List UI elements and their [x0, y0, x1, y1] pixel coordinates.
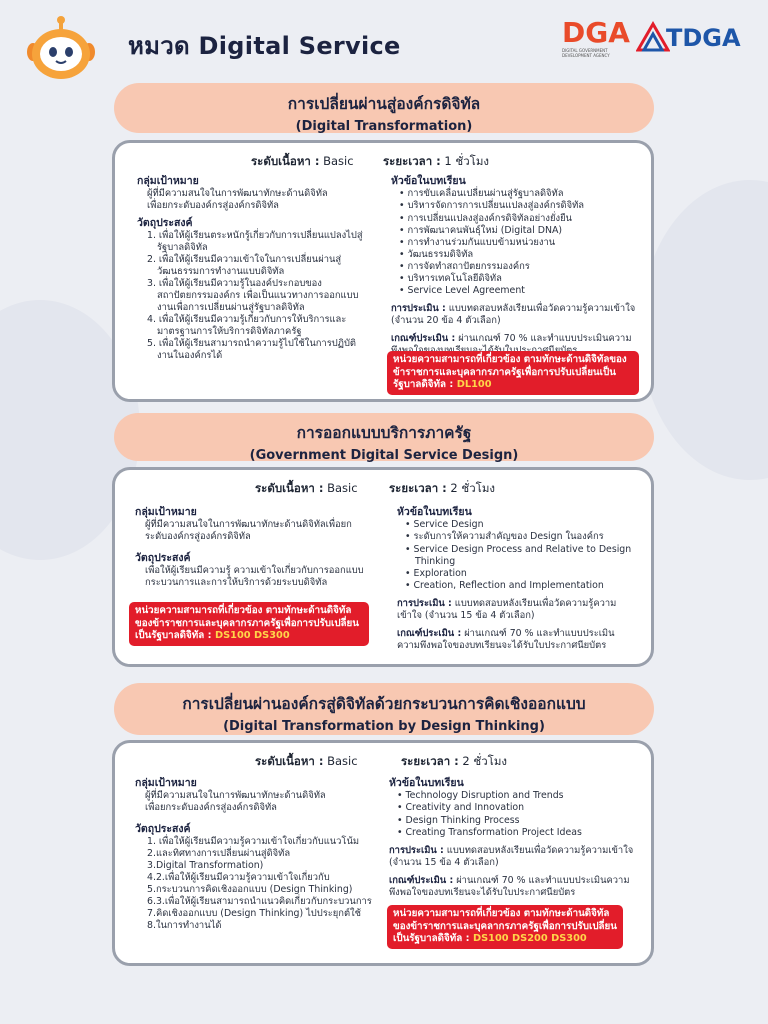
dga-logo-text: DGA: [562, 16, 630, 49]
course-1-card: [112, 140, 654, 402]
course-2-topic: • Service Design Process and Relative to Design Thinking: [397, 544, 637, 568]
course-1-target-line: ผู้ที่มีความสนใจในการพัฒนาทักษะด้านดิจิทัล: [147, 188, 328, 200]
course-3-objective: 1. เพื่อให้ผู้เรียนมีความรู้ความเข้าใจเกี่ยวกับแนวโน้ม: [147, 835, 360, 847]
course-1-criteria: เกณฑ์ประเมิน : ผ่านเกณฑ์ 70 % และทำแบบประเมินความ: [391, 332, 632, 344]
course-1-topic: • วัฒนธรรมดิจิทัล: [391, 249, 637, 261]
course-1-objective: 2. เพื่อให้ผู้เรียนมีความเข้าใจในการเปลี่ยนผ่านสู่วัฒนธรรมการทำงานแบบดิจิทัล: [147, 254, 342, 278]
course-3-objective: 8.ในการทำงานได้: [147, 920, 222, 932]
course-2-level: ระดับเนื้อหา : Basic: [255, 481, 358, 495]
background-blob-right: [640, 180, 768, 480]
course-3-topic: • Creating Transformation Project Ideas: [389, 827, 639, 839]
course-1-objective-heading: วัตถุประสงค์: [137, 216, 193, 229]
course-1-topic: • การขับเคลื่อนเปลี่ยนผ่านสู่รัฐบาลดิจิทัล: [391, 188, 637, 200]
course-1-title-en: (Digital Transformation): [295, 119, 473, 134]
course-1-target-line: เพื่อยกระดับองค์กรสู่องค์กรดิจิทัล: [147, 200, 279, 212]
dga-logo: [562, 18, 636, 64]
course-1-level: ระดับเนื้อหา : Basic: [251, 154, 354, 168]
course-2-topic: • Creation, Reflection and Implementation: [397, 580, 637, 592]
course-3-objective: 3.Digital Transformation): [147, 860, 264, 871]
course-3-competency-badge: หน่วยความสามารถที่เกี่ยวข้อง ตามทักษะด้านดิจิทัลของข้าราชการและบุคลากรภาครัฐเพื่อการปรับเปลี่ยนเป็นรัฐบาลดิจิทัล : DS100 DS200 DS300: [387, 905, 623, 949]
course-3-objective: 4.2.เพื่อให้ผู้เรียนมีความรู้ความเข้าใจเกี่ยวกับ: [147, 872, 330, 884]
course-3-objective: 7.คิดเชิงออกแบบ (Design Thinking) ไปประยุกต์ใช้: [147, 908, 361, 920]
tdga-logo: [636, 18, 748, 64]
course-3-level: ระดับเนื้อหา : Basic: [255, 754, 358, 768]
course-1-topic: • การพัฒนาคนพันธุ์ใหม่ (Digital DNA): [391, 225, 637, 237]
course-3-title-th: การเปลี่ยนผ่านองค์กรสู่ดิจิทัลด้วยกระบวนการคิดเชิงออกแบบ: [182, 695, 586, 713]
course-3-criteria: เกณฑ์ประเมิน : ผ่านเกณฑ์ 70 % และทำแบบประเมินความพึงพอใจของบทเรียนจะได้รับใบประกาศนียบัตร: [389, 874, 630, 898]
course-2-title-th: การออกแบบบริการภาครัฐ: [296, 424, 472, 442]
course-2-topics-heading: หัวข้อในบทเรียน: [397, 506, 472, 518]
course-2-assessment: การประเมิน : แบบทดสอบหลังเรียนเพื่อวัดความรู้ความเข้าใจ (จำนวน 15 ข้อ 4 ตัวเลือก): [397, 597, 617, 621]
tdga-logo-text: TDGA: [666, 24, 741, 52]
course-3-topics-heading: หัวข้อในบทเรียน: [389, 777, 464, 789]
course-1-assessment: การประเมิน : แบบทดสอบหลังเรียนเพื่อวัดความรู้ความเข้าใจ (จำนวน 20 ข้อ 4 ตัวเลือก): [391, 302, 636, 326]
course-2-target-line: ผู้ที่มีความสนใจในการพัฒนาทักษะด้านดิจิทัลเพื่อยกระดับองค์กรสู่องค์กรดิจิทัล: [145, 519, 352, 543]
page-title: หมวด Digital Service: [128, 32, 401, 60]
course-3-left-column: [135, 777, 375, 932]
course-3-target-line: ผู้ที่มีความสนใจในการพัฒนาทักษะด้านดิจิทัล: [145, 790, 326, 802]
header: [0, 0, 768, 80]
course-2-card: [112, 467, 654, 667]
course-1-objective: 5. เพื่อให้ผู้เรียนสามารถนำความรู้ไปใช้ในการปฏิบัติงานในองค์กรได้: [147, 338, 357, 362]
course-2-left-column: [135, 506, 369, 589]
course-2-competency-badge: หน่วยความสามารถที่เกี่ยวข้อง ตามทักษะด้านดิจิทัลของข้าราชการและบุคลากรภาครัฐเพื่อการปรับเปลี่ยนเป็นรัฐบาลดิจิทัล : DS100 DS300: [129, 602, 369, 646]
course-1-topic: • บริหารจัดการการเปลี่ยนแปลงสู่องค์กรดิจิทัล: [391, 200, 637, 212]
course-1-topic: • Service Level Agreement: [391, 285, 637, 297]
course-1-topics-heading: หัวข้อในบทเรียน: [391, 175, 466, 187]
course-1-left-column: [137, 175, 369, 362]
course-3-objective: 2.และทิศทางการเปลี่ยนผ่านสู่ดิจิทัล: [147, 847, 291, 859]
course-1-topic: • การจัดทำสถาปัตยกรรมองค์กร: [391, 261, 637, 273]
course-3-target-heading: กลุ่มเป้าหมาย: [135, 777, 197, 789]
course-3-assessment: การประเมิน : แบบทดสอบหลังเรียนเพื่อวัดความรู้ความเข้าใจ (จำนวน 15 ข้อ 4 ตัวเลือก): [389, 844, 634, 868]
course-1-competency-badge: หน่วยความสามารถที่เกี่ยวข้อง ตามทักษะด้านดิจิทัลของข้าราชการและบุคลากรภาครัฐเพื่อการปรับเปลี่ยนเป็นรัฐบาลดิจิทัล : DL100: [387, 351, 639, 395]
course-2-topic: • Exploration: [397, 568, 637, 580]
course-2-objective-heading: วัตถุประสงค์: [135, 551, 191, 564]
tdga-mark-icon: [636, 20, 670, 54]
course-1-objective: 1. เพื่อให้ผู้เรียนตระหนักรู้เกี่ยวกับการเปลี่ยนแปลงไปสู่รัฐบาลดิจิทัล: [147, 229, 363, 253]
course-2-topic: • ระดับการให้ความสำคัญของ Design ในองค์กร: [397, 531, 637, 543]
course-3-topic: • Technology Disruption and Trends: [389, 790, 639, 802]
course-3-title-en: (Digital Transformation by Design Thinking): [223, 719, 545, 734]
course-3-objective: 5.กระบวนการคิดเชิงออกแบบ (Design Thinking): [147, 884, 353, 896]
course-1-target-heading: กลุ่มเป้าหมาย: [137, 175, 199, 187]
course-2-criteria: เกณฑ์ประเมิน : ผ่านเกณฑ์ 70 % และทำแบบประเมินความพึงพอใจของบทเรียนจะได้รับใบประกาศนียบัตร: [397, 627, 615, 651]
course-3-banner: [114, 683, 654, 735]
course-1-objective: 4. เพื่อให้ผู้เรียนมีความรู้เกี่ยวกับการให้บริการและมาตรฐานการให้บริการดิจิทัลภาครัฐ: [147, 314, 347, 338]
course-2-banner: [114, 413, 654, 461]
course-3-objective: 6.3.เพื่อให้ผู้เรียนสามารถนำแนวคิดเกี่ยวกับกระบวนการ: [147, 896, 372, 908]
dga-logo-subtitle: DIGITAL GOVERNMENT DEVELOPMENT AGENCY: [562, 48, 610, 58]
course-2-objective: เพื่อให้ผู้เรียนมีความรู้ ความเข้าใจเกี่ยวกับการออกแบบกระบวนการและการให้บริการด้วยระบบดิจิทัล: [145, 564, 364, 588]
course-2-right-column: [397, 506, 637, 652]
robot-mascot-icon: [26, 14, 96, 80]
course-3-topic: • Design Thinking Process: [389, 815, 639, 827]
course-2-duration: ระยะเวลา : 2 ชั่วโมง: [389, 481, 496, 495]
course-1-right-column: [391, 175, 637, 357]
course-2-target-heading: กลุ่มเป้าหมาย: [135, 506, 197, 518]
course-1-objective: 3. เพื่อให้ผู้เรียนมีความรู้ในองค์ประกอบของสถาปัตยกรรมองค์กร เพื่อเป็นแนวทางการออกแบบงานเพื่อการเปลี่ยนผ่านสู่รัฐบาลดิจิทัล: [147, 278, 359, 314]
course-3-objective-heading: วัตถุประสงค์: [135, 822, 191, 835]
course-1-banner: [114, 83, 654, 133]
course-2-title-en: (Government Digital Service Design): [249, 448, 519, 463]
course-3-topic: • Creativity and Innovation: [389, 802, 639, 814]
course-1-topic: • การเปลี่ยนแปลงสู่องค์กรดิจิทัลอย่างยั่งยืน: [391, 213, 637, 225]
course-2-topic: • Service Design: [397, 519, 637, 531]
course-3-target-line: เพื่อยกระดับองค์กรสู่องค์กรดิจิทัล: [145, 802, 277, 814]
course-1-topic: • การทำงานร่วมกันแบบข้ามหน่วยงาน: [391, 237, 637, 249]
course-1-topic: • บริหารเทคโนโลยีดิจิทัล: [391, 273, 637, 285]
course-3-duration: ระยะเวลา : 2 ชั่วโมง: [401, 754, 508, 768]
course-3-card: [112, 740, 654, 966]
course-1-title-th: การเปลี่ยนผ่านสู่องค์กรดิจิทัล: [287, 95, 481, 113]
course-1-duration: ระยะเวลา : 1 ชั่วโมง: [383, 154, 490, 168]
course-3-right-column: [389, 777, 639, 899]
